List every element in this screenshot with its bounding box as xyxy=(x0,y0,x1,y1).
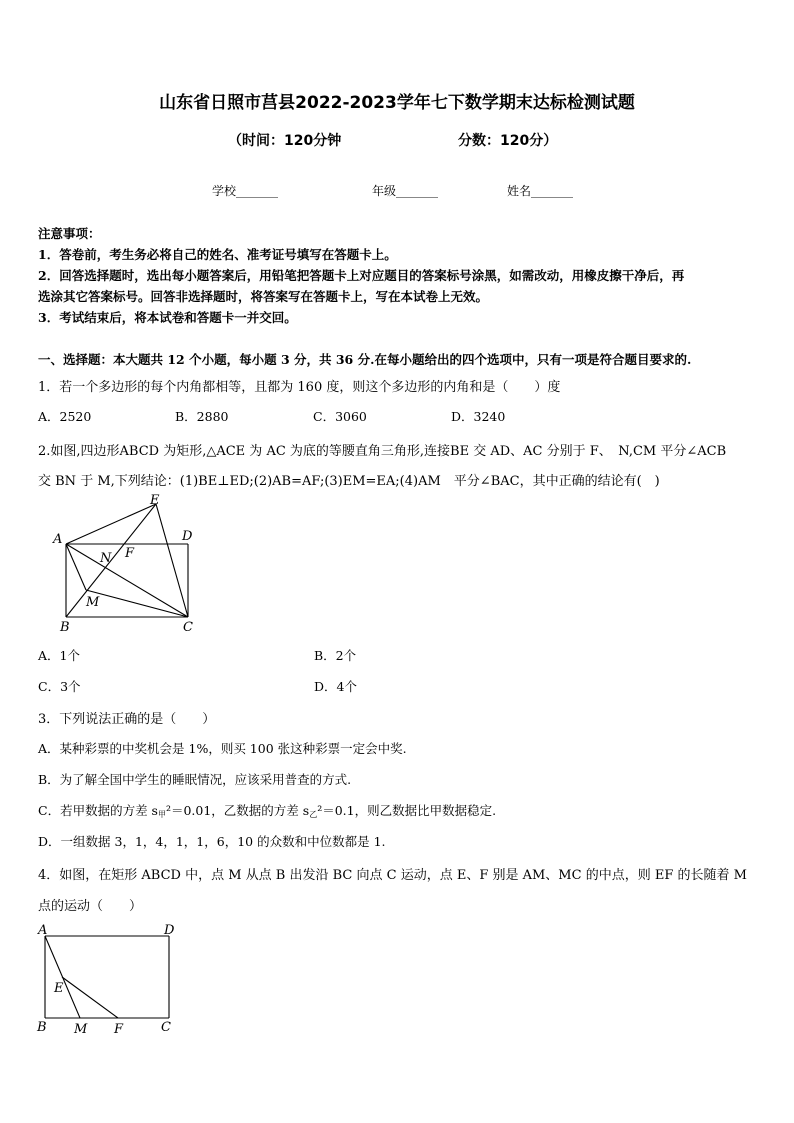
q3-option-b: B．为了解全国中学生的睡眠情况，应该采用普查的方式. xyxy=(38,772,352,787)
notice-item-2b: 选涂其它答案标号。回答非选择题时，将答案写在答题卡上，写在本试卷上无效。 xyxy=(38,289,489,304)
q4-label-m: M xyxy=(74,1022,88,1036)
q2-option-d: D．4个 xyxy=(314,679,357,694)
q2-label-d: D xyxy=(182,529,193,544)
q2-label-n: N xyxy=(100,551,112,566)
school-field: 学校_______ xyxy=(212,184,279,198)
q3-option-c-mid: ²＝0.01，乙数据的方差 s xyxy=(165,803,310,818)
q2-label-m: M xyxy=(86,595,100,610)
q1-option-a: A．2520 xyxy=(38,409,92,424)
q4-stem-line2: 点的运动（ ） xyxy=(38,899,143,914)
q4-label-d: D xyxy=(164,923,175,938)
q4-label-c: C xyxy=(161,1020,171,1035)
q4-label-e: E xyxy=(54,981,64,996)
q3-subscript-yi: 乙 xyxy=(309,810,318,819)
page-title: 山东省日照市莒县2022-2023学年七下数学期末达标检测试题 xyxy=(159,93,635,113)
q1-option-b: B．2880 xyxy=(175,409,229,424)
q3-subscript-jia: 甲 xyxy=(157,810,166,819)
q3-option-c-post: ²＝0.1，则乙数据比甲数据稳定. xyxy=(317,803,497,818)
notice-item-1: 1．答卷前，考生务必将自己的姓名、准考证号填写在答题卡上。 xyxy=(38,247,397,262)
q3-option-d: D．一组数据 3，1，4，1，1，6，10 的众数和中位数都是 1. xyxy=(38,834,386,849)
exam-time: （时间：120分钟 xyxy=(228,133,342,149)
notice-item-3: 3．考试结束后，将本试卷和答题卡一并交回。 xyxy=(38,310,297,325)
notice-heading: 注意事项： xyxy=(38,226,101,241)
name-field: 姓名_______ xyxy=(507,184,574,198)
section-heading: 一、选择题：本大题共 12 个小题，每小题 3 分，共 36 分.在每小题给出的四个选项中，只有一项是符合题目要求的. xyxy=(38,352,692,367)
q2-figure xyxy=(50,490,210,640)
q1-option-d: D．3240 xyxy=(451,409,506,424)
q3-option-c xyxy=(38,801,496,820)
q2-label-c: C xyxy=(183,620,193,635)
q3-stem: 3．下列说法正确的是（ ） xyxy=(38,712,216,727)
q2-option-a: A．1个 xyxy=(38,648,80,663)
q2-label-e: E xyxy=(150,493,160,508)
q1-option-c: C．3060 xyxy=(313,409,367,424)
q4-label-a: A xyxy=(38,923,48,938)
q4-stem-line1: 4．如图，在矩形 ABCD 中，点 M 从点 B 出发沿 BC 向点 C 运动，点 E、F 别是 AM、MC 的中点，则 EF 的长随着 M xyxy=(38,868,747,883)
q2-option-b: B．2个 xyxy=(314,648,357,663)
q2-label-b: B xyxy=(60,620,70,635)
grade-field: 年级_______ xyxy=(372,184,439,198)
q4-label-f: F xyxy=(114,1022,124,1036)
q2-stem-line1: 2.如图,四边形ABCD 为矩形,△ACE 为 AC 为底的等腰直角三角形,连接BE 交 AD、AC 分别于 F、 N,CM 平分∠ACB xyxy=(38,444,727,459)
q2-label-f: F xyxy=(125,546,135,561)
q3-option-a: A．某种彩票的中奖机会是 1%，则买 100 张这种彩票一定会中奖. xyxy=(38,741,407,756)
q1-stem: 1．若一个多边形的每个内角都相等，且都为 160 度，则这个多边形的内角和是（ ）度 xyxy=(38,380,561,395)
q4-label-b: B xyxy=(37,1020,47,1035)
q2-label-a: A xyxy=(53,532,63,547)
exam-score: 分数：120分） xyxy=(458,133,558,149)
q2-option-c: C．3个 xyxy=(38,679,81,694)
q4-figure xyxy=(32,920,182,1036)
q3-option-c-pre: C．若甲数据的方差 s xyxy=(38,803,158,818)
notice-item-2a: 2．回答选择题时，选出每小题答案后，用铅笔把答题卡上对应题目的答案标号涂黑，如需改动，用橡皮擦干净后，再 xyxy=(38,268,685,283)
q2-stem-line2: 交 BN 于 M,下列结论：(1)BE⊥ED;(2)AB=AF;(3)EM=EA;(4)AM 平分∠BAC，其中正确的结论有( ) xyxy=(38,474,660,489)
